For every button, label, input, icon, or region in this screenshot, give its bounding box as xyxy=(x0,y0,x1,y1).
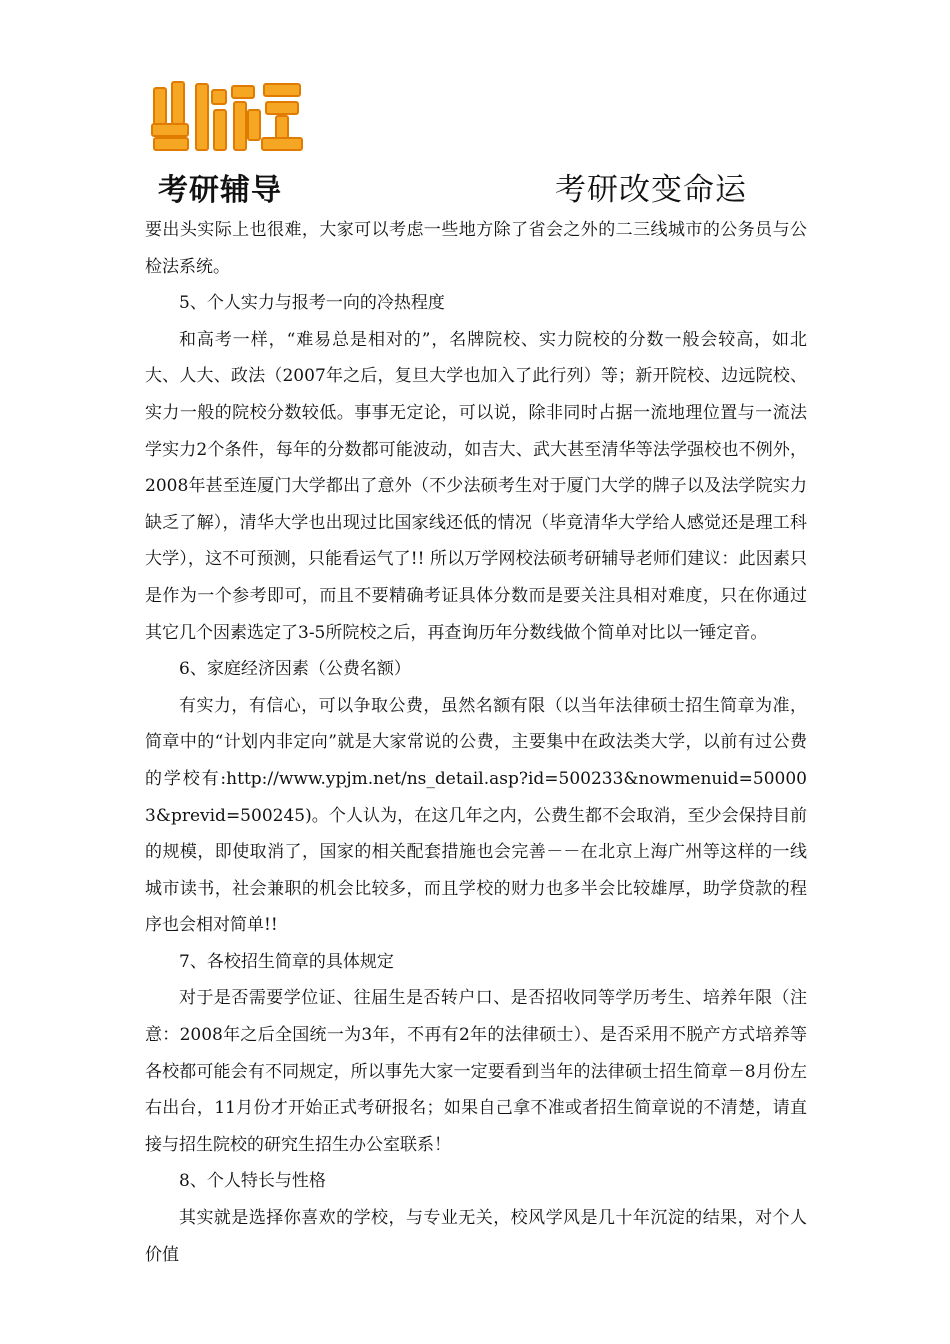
paragraph: 和高考一样，“难易总是相对的”，名牌院校、实力院校的分数一般会较高，如北大、人大、政法（2007年之后，复旦大学也加入了此行列）等；新开院校、边远院校、实力一般的院校分数较低。事事无定论，可以说，除非同时占据一流地理位置与一流法学实力2个条件，每年的分数都可能波动，如吉大、武大甚至清华等法学强校也不例外，2008年甚至连厦门大学都出了意外（不少法硕考生对于厦门大学的牌子以及法学院实力缺乏了解），清华大学也出现过比国家线还低的情况（毕竟清华大学给人感觉还是理工科大学），这不可预测，只能看运气了!! 所以万学网校法硕考研辅导老师们建议：此因素只是作为一个参考即可，而且不要精确考证具体分数而是要关注具相对难度，只在你通过其它几个因素选定了3-5所院校之后，再查询历年分数线做个简单对比以一锤定音。 xyxy=(145,329,807,643)
paragraph: 其实就是选择你喜欢的学校，与专业无关，校风学风是几十年沉淀的结果，对个人价值 xyxy=(145,1208,807,1265)
section-heading: 7、各校招生简章的具体规定 xyxy=(179,951,394,972)
section-heading: 8、个人特长与性格 xyxy=(179,1171,326,1192)
logo-caption: 考研辅导 xyxy=(158,173,282,208)
paragraph: 对于是否需要学位证、往届生是否转户口、是否招收同等学历考生、培养年限（注意：2008年之后全国统一为3年，不再有2年的法律硕士）、是否采用不脱产方式培养等各校都可能会有不同规定，所以事先大家一定要看到当年的法律硕士招生简章－8月份左右出台，11月份才开始正式考研报名；如果自己拿不准或者招生简章说的不清楚，请直接与招生院校的研究生招生办公室联系！ xyxy=(145,988,807,1155)
paragraph: 有实力，有信心，可以争取公费，虽然名额有限（以当年法律硕士招生简章为准，简章中的“计划内非定向”就是大家常说的公费，主要集中在政法类大学，以前有过公费的学校有:http://www.ypjm.net/ns_detail.asp?id=500233&nowmenuid=500003&previd=500245)。个人认为，在这几年之内，公费生都不会取消，至少会保持目前的规模，即使取消了，国家的相关配套措施也会完善－－在北京上海广州等这样的一线城市读书，社会兼职的机会比较多，而且学校的财力也多半会比较雄厚，助学贷款的程序也会相对简单!! xyxy=(145,695,807,936)
section-heading: 5、个人实力与报考一向的冷热程度 xyxy=(179,293,445,314)
header-slogan: 考研改变命运 xyxy=(555,172,747,208)
paragraph: 要出头实际上也很难，大家可以考虑一些地方除了省会之外的二三线城市的公务员与公检法系统。 xyxy=(145,220,807,277)
section-heading: 6、家庭经济因素（公费名额） xyxy=(179,659,411,680)
document-body xyxy=(145,212,807,1273)
logo-mark-icon xyxy=(148,80,308,160)
brand-logo xyxy=(148,80,308,208)
